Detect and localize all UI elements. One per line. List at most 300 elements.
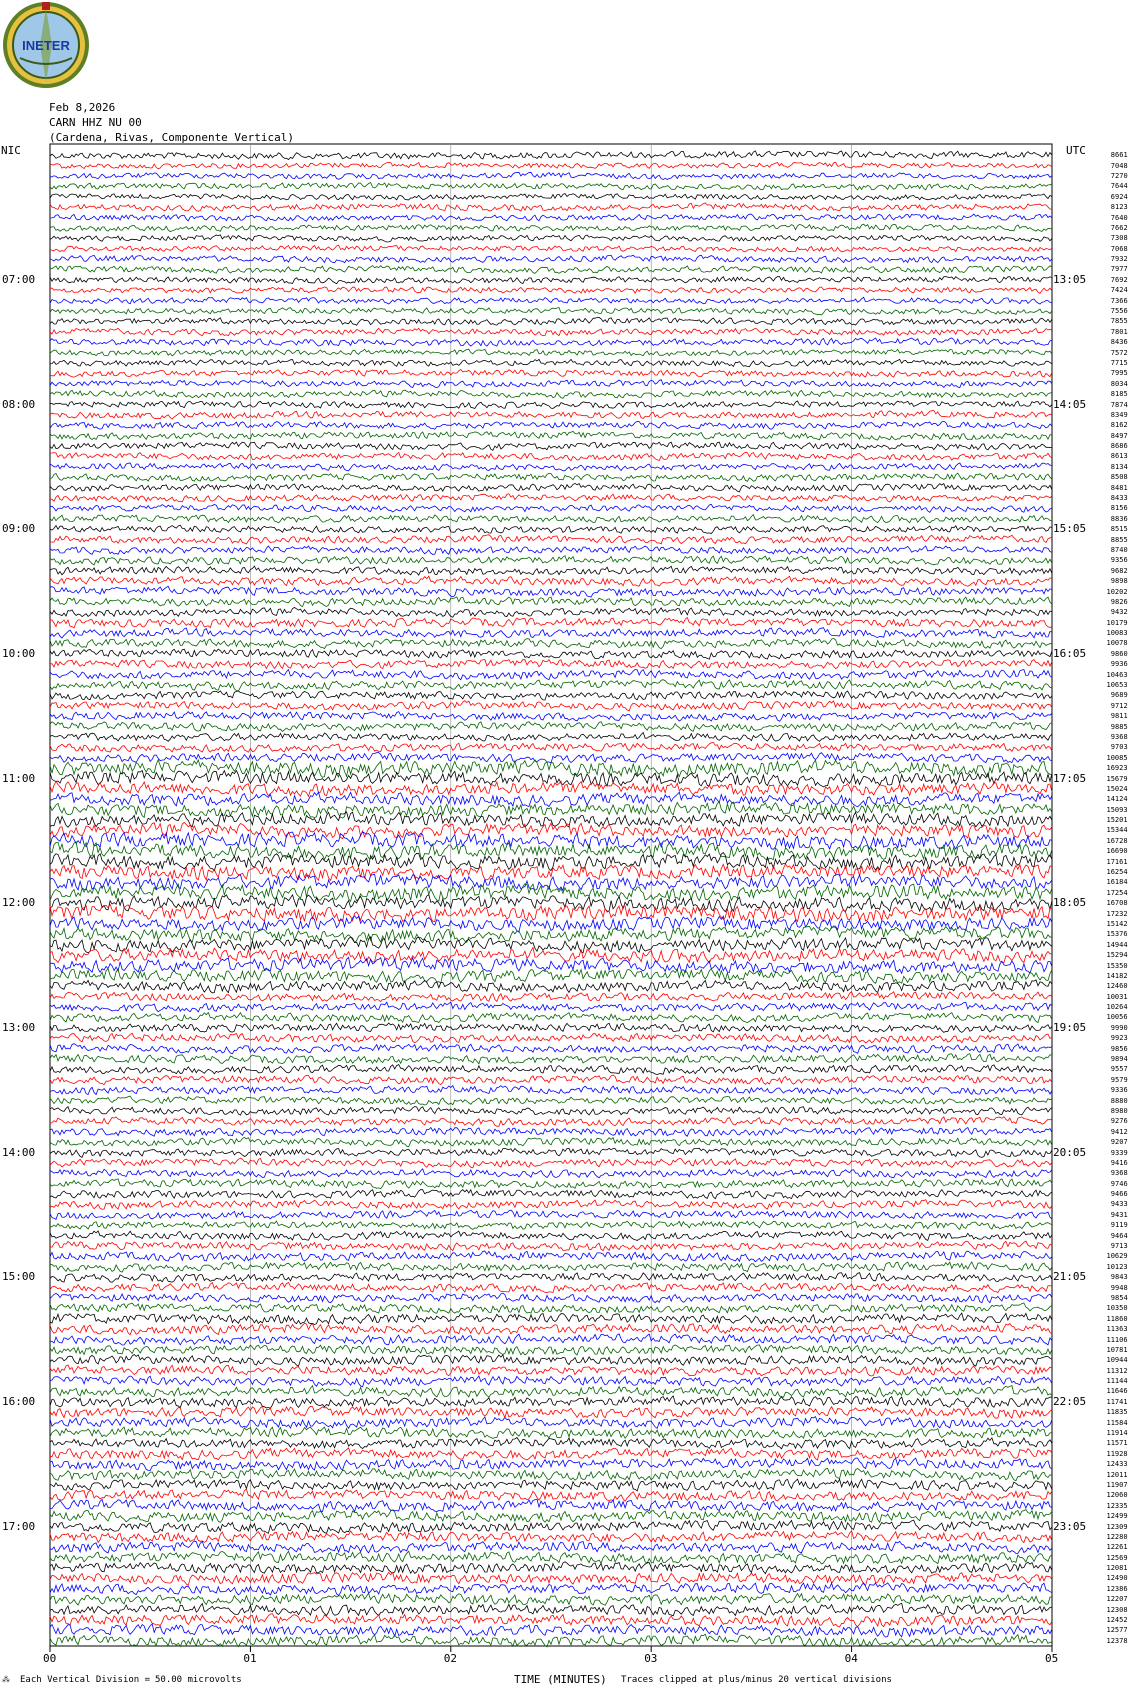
trace-rms-label: 7366 xyxy=(1110,296,1128,305)
trace-rms-label: 9276 xyxy=(1110,1117,1128,1126)
trace-rms-label: 12261 xyxy=(1106,1543,1128,1552)
trace-rms-label: 9368 xyxy=(1110,732,1128,741)
trace-rms-label: 16708 xyxy=(1106,899,1128,908)
trace-rms-label: 11106 xyxy=(1106,1335,1128,1344)
trace-rms-label: 11584 xyxy=(1106,1418,1128,1427)
trace-rms-label: 9712 xyxy=(1110,701,1128,710)
trace-rms-label: 7874 xyxy=(1110,400,1128,409)
seismic-trace xyxy=(50,1386,1052,1398)
seismic-trace xyxy=(50,742,1052,752)
trace-rms-label: 7662 xyxy=(1110,223,1128,232)
trace-rms-label: 16923 xyxy=(1106,764,1128,773)
seismic-trace xyxy=(50,1251,1052,1262)
seismic-trace xyxy=(50,701,1052,711)
seismic-trace xyxy=(50,1054,1052,1064)
seismic-trace xyxy=(50,287,1052,294)
trace-rms-label: 8686 xyxy=(1110,442,1128,451)
trace-rms-label: 9431 xyxy=(1110,1210,1128,1219)
trace-rms-label: 12499 xyxy=(1106,1512,1128,1521)
trace-rms-label: 11907 xyxy=(1106,1480,1128,1489)
seismic-trace xyxy=(50,853,1052,871)
trace-rms-label: 11835 xyxy=(1106,1408,1128,1417)
trace-rms-label: 12335 xyxy=(1106,1501,1128,1510)
left-hour-label: 10:00 xyxy=(2,646,36,660)
seismic-trace xyxy=(50,712,1052,722)
seismic-trace xyxy=(50,525,1052,533)
right-hour-label: 21:05 xyxy=(1053,1270,1087,1284)
trace-rms-label: 14124 xyxy=(1106,795,1128,804)
trace-rms-label: 16728 xyxy=(1106,836,1128,845)
seismic-trace xyxy=(50,1210,1052,1219)
seismic-trace xyxy=(50,1417,1052,1429)
seismic-trace xyxy=(50,1603,1052,1615)
seismic-trace xyxy=(50,1148,1052,1157)
seismic-trace xyxy=(50,1044,1052,1054)
trace-rms-label: 10629 xyxy=(1106,1252,1128,1261)
left-zone-label: NIC xyxy=(1,144,21,157)
x-tick-label: 05 xyxy=(1045,1652,1059,1665)
seismic-trace xyxy=(50,597,1052,607)
right-hour-label: 18:05 xyxy=(1053,896,1087,910)
trace-rms-label: 9368 xyxy=(1110,1169,1128,1178)
left-hour-label: 16:00 xyxy=(2,1394,36,1408)
trace-rms-label: 11928 xyxy=(1106,1449,1128,1458)
seismic-trace xyxy=(50,660,1052,669)
seismic-trace xyxy=(50,904,1052,921)
seismic-trace xyxy=(50,1013,1052,1023)
seismic-trace xyxy=(50,172,1052,179)
trace-rms-label: 10031 xyxy=(1106,992,1128,1001)
trace-rms-label: 6924 xyxy=(1110,192,1128,201)
seismic-trace xyxy=(50,722,1052,732)
seismic-trace xyxy=(50,1128,1052,1137)
seismic-trace xyxy=(50,884,1052,902)
trace-rms-label: 9466 xyxy=(1110,1190,1128,1199)
seismic-trace xyxy=(50,1023,1052,1032)
seismic-trace xyxy=(50,266,1052,274)
trace-rms-label: 12386 xyxy=(1106,1584,1128,1593)
logo-text: INETER xyxy=(22,38,70,53)
seismic-trace xyxy=(50,504,1052,512)
trace-rms-label: 15294 xyxy=(1106,951,1128,960)
trace-rms-label: 10653 xyxy=(1106,681,1128,690)
trace-rms-label: 17232 xyxy=(1106,909,1128,918)
seismic-trace xyxy=(50,812,1052,827)
seismic-trace xyxy=(50,1448,1052,1460)
x-tick-label: 04 xyxy=(844,1652,858,1665)
trace-rms-label: 9689 xyxy=(1110,691,1128,700)
trace-rms-label: 8481 xyxy=(1110,483,1128,492)
seismic-trace xyxy=(50,410,1052,419)
seismic-trace xyxy=(50,1262,1052,1272)
trace-rms-label: 9713 xyxy=(1110,1242,1128,1251)
left-hour-label: 15:00 xyxy=(2,1270,36,1284)
trace-rms-label: 8880 xyxy=(1110,1096,1128,1105)
trace-rms-label: 8134 xyxy=(1110,462,1128,471)
trace-rms-label: 7801 xyxy=(1110,327,1128,336)
seismic-trace xyxy=(50,1438,1052,1449)
seismic-trace xyxy=(50,1396,1052,1408)
trace-rms-label: 9433 xyxy=(1110,1200,1128,1209)
trace-rms-label: 14182 xyxy=(1106,971,1128,980)
x-tick-label: 01 xyxy=(243,1652,257,1665)
trace-rms-label: 11571 xyxy=(1106,1439,1128,1448)
trace-rms-label: 10202 xyxy=(1106,587,1128,596)
seismic-trace xyxy=(50,431,1052,440)
trace-rms-label: 9416 xyxy=(1110,1158,1128,1167)
seismic-trace xyxy=(50,224,1052,231)
seismic-trace xyxy=(50,151,1052,160)
trace-rms-label: 10264 xyxy=(1106,1003,1128,1012)
trace-rms-label: 7995 xyxy=(1110,369,1128,378)
trace-rms-label: 9356 xyxy=(1110,556,1128,565)
trace-rms-label: 9948 xyxy=(1110,1283,1128,1292)
seismic-trace xyxy=(50,566,1052,575)
seismic-trace xyxy=(50,638,1052,648)
trace-rms-label: 17254 xyxy=(1106,888,1128,897)
trace-rms-label: 7068 xyxy=(1110,244,1128,253)
seismic-trace xyxy=(50,255,1052,263)
scale-note: Each Vertical Division = xyxy=(20,1675,151,1685)
trace-rms-label: 15344 xyxy=(1106,826,1128,835)
seismic-trace xyxy=(50,1283,1052,1293)
trace-rms-label: 12207 xyxy=(1106,1595,1128,1604)
trace-rms-label: 7048 xyxy=(1110,161,1128,170)
seismic-trace xyxy=(50,822,1052,838)
trace-rms-label: 9923 xyxy=(1110,1034,1128,1043)
trace-rms-label: 16254 xyxy=(1106,868,1128,877)
trace-rms-label: 9854 xyxy=(1110,1293,1128,1302)
trace-rms-label: 7424 xyxy=(1110,286,1128,295)
seismic-trace xyxy=(50,214,1052,221)
seismic-trace xyxy=(50,948,1052,963)
left-hour-label: 07:00 xyxy=(2,272,36,286)
seismic-trace xyxy=(50,1065,1052,1075)
seismic-trace xyxy=(50,669,1052,679)
trace-rms-label: 12060 xyxy=(1106,1491,1128,1500)
trace-rms-label: 8497 xyxy=(1110,431,1128,440)
scale-value: 50.00 microvolts xyxy=(155,1675,242,1685)
seismic-trace xyxy=(50,1221,1052,1229)
trace-rms-label: 9990 xyxy=(1110,1023,1128,1032)
trace-rms-label: 15024 xyxy=(1106,784,1128,793)
seismic-trace xyxy=(50,618,1052,628)
trace-rms-label: 10463 xyxy=(1106,670,1128,679)
trace-rms-label: 12011 xyxy=(1106,1470,1128,1479)
seismic-trace xyxy=(50,452,1052,460)
trace-rms-label: 9746 xyxy=(1110,1179,1128,1188)
trace-rms-label: 11741 xyxy=(1106,1397,1128,1406)
left-hour-label: 14:00 xyxy=(2,1145,36,1159)
trace-rms-label: 7855 xyxy=(1110,317,1128,326)
trace-rms-label: 8508 xyxy=(1110,473,1128,482)
trace-rms-label: 10123 xyxy=(1106,1262,1128,1271)
trace-rms-label: 8436 xyxy=(1110,338,1128,347)
trace-rms-label: 9339 xyxy=(1110,1148,1128,1157)
seismic-trace xyxy=(50,1489,1052,1501)
seismic-trace xyxy=(50,576,1052,586)
seismic-trace xyxy=(50,781,1052,796)
left-hour-label: 12:00 xyxy=(2,896,36,910)
seismic-trace xyxy=(50,1107,1052,1116)
right-hour-label: 17:05 xyxy=(1053,771,1087,785)
seismic-trace xyxy=(50,1345,1052,1355)
right-hour-label: 23:05 xyxy=(1053,1519,1087,1533)
seismic-trace xyxy=(50,401,1052,409)
seismic-trace xyxy=(50,1541,1052,1553)
trace-rms-label: 9936 xyxy=(1110,660,1128,669)
trace-rms-label: 12309 xyxy=(1106,1522,1128,1531)
trace-rms-label: 8855 xyxy=(1110,535,1128,544)
seismic-trace xyxy=(50,608,1052,618)
seismic-trace xyxy=(50,203,1052,211)
seismic-trace xyxy=(50,1427,1052,1438)
trace-rms-label: 9464 xyxy=(1110,1231,1128,1240)
seismic-trace xyxy=(50,1033,1052,1043)
trace-rms-label: 9811 xyxy=(1110,712,1128,721)
trace-rms-label: 11363 xyxy=(1106,1325,1128,1334)
seismic-trace xyxy=(50,1583,1052,1596)
seismic-trace xyxy=(50,245,1052,252)
trace-rms-label: 8185 xyxy=(1110,390,1128,399)
trace-rms-label: 10944 xyxy=(1106,1356,1128,1365)
seismic-trace xyxy=(50,586,1052,597)
seismic-trace xyxy=(50,649,1052,659)
seismic-trace xyxy=(50,494,1052,502)
trace-rms-label: 9207 xyxy=(1110,1138,1128,1147)
trace-rms-label: 9843 xyxy=(1110,1273,1128,1282)
trace-rms-label: 10056 xyxy=(1106,1013,1128,1022)
seismic-trace xyxy=(50,1355,1052,1367)
trace-rms-label: 8740 xyxy=(1110,545,1128,554)
seismic-trace xyxy=(50,556,1052,565)
seismic-trace xyxy=(50,308,1052,315)
clip-note: Traces clipped at plus/minus 20 vertical divisions xyxy=(621,1675,892,1685)
trace-rms-label: 8433 xyxy=(1110,494,1128,503)
seismic-trace xyxy=(50,680,1052,691)
seismic-trace xyxy=(50,1365,1052,1376)
seismic-trace xyxy=(50,1458,1052,1471)
trace-rms-label: 8349 xyxy=(1110,410,1128,419)
trace-rms-label: 12308 xyxy=(1106,1605,1128,1614)
trace-rms-label: 10781 xyxy=(1106,1345,1128,1354)
trace-rms-label: 8613 xyxy=(1110,452,1128,461)
trace-rms-label: 9432 xyxy=(1110,608,1128,617)
trace-rms-label: 8162 xyxy=(1110,421,1128,430)
trace-rms-label: 14944 xyxy=(1106,940,1128,949)
seismic-trace xyxy=(50,1179,1052,1189)
trace-rms-label: 8034 xyxy=(1110,379,1128,388)
seismic-trace xyxy=(50,463,1052,471)
trace-rms-label: 10083 xyxy=(1106,629,1128,638)
right-hour-label: 20:05 xyxy=(1053,1145,1087,1159)
right-hour-label: 13:05 xyxy=(1053,272,1087,286)
trace-rms-label: 10350 xyxy=(1106,1304,1128,1313)
seismic-trace xyxy=(50,691,1052,700)
corner-marker: ⁂ xyxy=(2,1675,10,1684)
x-tick-label: 00 xyxy=(43,1652,57,1665)
trace-rms-label: 7932 xyxy=(1110,255,1128,264)
seismic-trace xyxy=(50,277,1052,284)
trace-rms-label: 7644 xyxy=(1110,182,1128,191)
seismic-trace xyxy=(50,349,1052,356)
trace-rms-label: 9682 xyxy=(1110,566,1128,575)
trace-rms-label: 15093 xyxy=(1106,805,1128,814)
trace-rms-label: 11914 xyxy=(1106,1429,1128,1438)
trace-rms-label: 12081 xyxy=(1106,1564,1128,1573)
trace-rms-label: 15201 xyxy=(1106,816,1128,825)
trace-rms-label: 9579 xyxy=(1110,1075,1128,1084)
trace-rms-label: 11646 xyxy=(1106,1387,1128,1396)
seismic-trace xyxy=(50,733,1052,742)
seismic-trace xyxy=(50,328,1052,335)
trace-rms-label: 8980 xyxy=(1110,1106,1128,1115)
trace-rms-label: 10078 xyxy=(1106,639,1128,648)
seismic-trace xyxy=(50,1334,1052,1345)
seismic-trace xyxy=(50,359,1052,366)
trace-rms-label: 7692 xyxy=(1110,275,1128,284)
trace-rms-label: 7556 xyxy=(1110,307,1128,316)
trace-rms-label: 11312 xyxy=(1106,1366,1128,1375)
seismic-trace xyxy=(50,1190,1052,1199)
seismic-trace xyxy=(50,183,1052,190)
seismic-trace xyxy=(50,380,1052,388)
seismic-trace xyxy=(50,628,1052,638)
seismic-trace xyxy=(50,1468,1052,1480)
trace-rms-label: 9557 xyxy=(1110,1065,1128,1074)
seismic-trace xyxy=(50,1002,1052,1012)
seismic-trace xyxy=(50,235,1052,242)
seismic-trace xyxy=(50,338,1052,346)
x-tick-label: 03 xyxy=(644,1652,658,1665)
station-label: CARN HHZ NU 00 xyxy=(49,116,142,129)
trace-rms-label: 12378 xyxy=(1106,1636,1128,1645)
trace-rms-label: 9898 xyxy=(1110,577,1128,586)
trace-rms-label: 15376 xyxy=(1106,930,1128,939)
seismic-trace xyxy=(50,1200,1052,1210)
seismic-trace xyxy=(50,1169,1052,1178)
trace-rms-label: 11144 xyxy=(1106,1377,1128,1386)
seismic-trace xyxy=(50,1231,1052,1240)
seismic-trace xyxy=(50,1624,1052,1637)
trace-rms-label: 12569 xyxy=(1106,1553,1128,1562)
right-hour-label: 14:05 xyxy=(1053,397,1087,411)
trace-rms-label: 12577 xyxy=(1106,1626,1128,1635)
seismic-trace xyxy=(50,369,1052,377)
left-hour-label: 09:00 xyxy=(2,522,36,536)
seismic-trace xyxy=(50,1406,1052,1418)
seismic-trace xyxy=(50,515,1052,523)
date-label: Feb 8,2026 xyxy=(49,101,116,114)
seismic-trace xyxy=(50,1158,1052,1168)
seismic-trace xyxy=(50,317,1052,325)
trace-rms-label: 7572 xyxy=(1110,348,1128,357)
x-axis-title: TIME (MINUTES) xyxy=(514,1673,607,1686)
trace-rms-label: 15679 xyxy=(1106,774,1128,783)
trace-rms-label: 8123 xyxy=(1110,203,1128,212)
trace-rms-label: 10179 xyxy=(1106,618,1128,627)
seismic-trace xyxy=(50,1551,1052,1564)
right-zone-label: UTC xyxy=(1066,144,1086,157)
seismic-trace xyxy=(50,483,1052,492)
seismic-trace xyxy=(50,895,1052,912)
trace-rms-label: 7308 xyxy=(1110,234,1128,243)
trace-rms-label: 12460 xyxy=(1106,982,1128,991)
trace-rms-label: 10085 xyxy=(1106,753,1128,762)
seismic-trace xyxy=(50,1096,1052,1105)
trace-rms-label: 9826 xyxy=(1110,597,1128,606)
trace-rms-label: 16690 xyxy=(1106,847,1128,856)
right-hour-label: 15:05 xyxy=(1053,522,1087,536)
trace-rms-label: 7270 xyxy=(1110,171,1128,180)
seismic-trace xyxy=(50,1075,1052,1085)
seismic-trace xyxy=(50,1313,1052,1325)
seismic-trace xyxy=(50,1117,1052,1127)
trace-rms-label: 15142 xyxy=(1106,919,1128,928)
trace-rms-label: 7640 xyxy=(1110,213,1128,222)
trace-rms-label: 7977 xyxy=(1110,265,1128,274)
seismic-trace xyxy=(50,1520,1052,1533)
trace-rms-label: 9860 xyxy=(1110,649,1128,658)
right-hour-label: 22:05 xyxy=(1053,1394,1087,1408)
seismic-trace xyxy=(50,1086,1052,1095)
trace-rms-label: 9894 xyxy=(1110,1055,1128,1064)
trace-rms-label: 9119 xyxy=(1110,1221,1128,1230)
trace-rms-label: 17161 xyxy=(1106,857,1128,866)
left-hour-label: 13:00 xyxy=(2,1020,36,1034)
seismic-trace xyxy=(50,473,1052,481)
seismic-trace xyxy=(50,1479,1052,1491)
left-hour-label: 17:00 xyxy=(2,1519,36,1533)
seismic-trace xyxy=(50,753,1052,763)
trace-rms-label: 11860 xyxy=(1106,1314,1128,1323)
seismic-trace xyxy=(50,421,1052,429)
location-label: (Cardena, Rivas, Componente Vertical) xyxy=(49,131,295,144)
seismic-trace xyxy=(50,546,1052,554)
trace-rms-label: 12280 xyxy=(1106,1532,1128,1541)
trace-rms-label: 9856 xyxy=(1110,1044,1128,1053)
trace-rms-label: 12452 xyxy=(1106,1616,1128,1625)
seismic-trace xyxy=(50,1293,1052,1303)
seismic-trace xyxy=(50,1531,1052,1543)
trace-rms-label: 9412 xyxy=(1110,1127,1128,1136)
seismic-trace xyxy=(50,1303,1052,1313)
trace-rms-label: 9703 xyxy=(1110,743,1128,752)
seismic-trace xyxy=(50,194,1052,201)
trace-rms-label: 9885 xyxy=(1110,722,1128,731)
seismic-trace xyxy=(50,297,1052,304)
trace-rms-label: 15350 xyxy=(1106,961,1128,970)
seismic-trace xyxy=(50,992,1052,1002)
right-hour-label: 16:05 xyxy=(1053,646,1087,660)
left-hour-label: 08:00 xyxy=(2,397,36,411)
trace-rms-label: 12490 xyxy=(1106,1574,1128,1583)
trace-rms-label: 8515 xyxy=(1110,525,1128,534)
left-hour-label: 11:00 xyxy=(2,771,36,785)
trace-rms-label: 16184 xyxy=(1106,878,1128,887)
trace-rms-label: 8836 xyxy=(1110,514,1128,523)
x-tick-label: 02 xyxy=(443,1652,458,1665)
seismic-trace xyxy=(50,1137,1052,1147)
right-hour-label: 19:05 xyxy=(1053,1020,1087,1034)
seismic-trace xyxy=(50,1376,1052,1387)
seismic-trace xyxy=(50,1273,1052,1283)
trace-rms-label: 8661 xyxy=(1110,151,1128,160)
trace-rms-label: 9336 xyxy=(1110,1086,1128,1095)
seismic-trace xyxy=(50,802,1052,818)
seismic-trace xyxy=(50,1499,1052,1512)
seismic-trace xyxy=(50,1510,1052,1523)
